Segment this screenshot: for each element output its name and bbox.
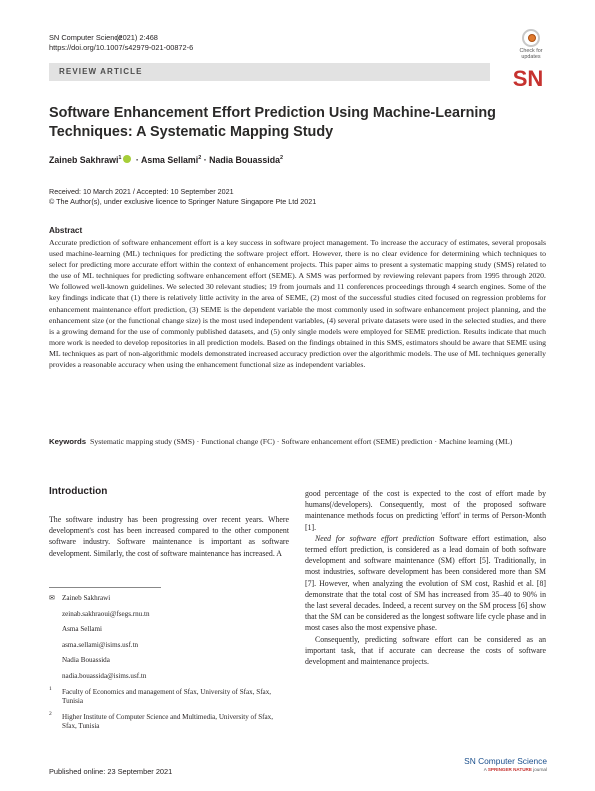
author-name[interactable]: Nadia Bouassida xyxy=(209,155,280,165)
author-name[interactable]: Zaineb Sakhrawi xyxy=(49,155,119,165)
author-contacts xyxy=(62,594,289,682)
introduction-heading: Introduction xyxy=(49,486,108,497)
author-list: Zaineb Sakhrawi$^1$ · Asma Sellami$^2$ · Nadia Bouassida$^2$ xyxy=(49,155,284,165)
keywords xyxy=(49,437,546,448)
affiliation-text: Faculty of Economics and management of Sfax, University of Sfax, Sfax, Tunisia xyxy=(62,687,272,706)
sn-logo-text: SN xyxy=(512,66,544,91)
author-affiliation-mark: 2 xyxy=(279,155,284,162)
check-updates-icon xyxy=(522,29,540,47)
copyright-line: © The Author(s), under exclusive licence to Springer Nature Singapore Pte Ltd 2021 xyxy=(49,197,317,206)
check-updates-line-2: updates xyxy=(521,54,541,60)
author-affiliation-mark: 1 xyxy=(118,155,122,162)
abstract-text: Accurate prediction of software enhancement effort is a key success in software project management. To increase the accuracy of estimates, several proposals used machine-learning (ML) techniques for predicting the software project effort. However, there is no clear evidence for determining which techniques to select for predicting more accurate effort within the context of enhancement projects. This paper aims to present a systematic mapping study (SMS) related to the use of ML techniques for predicting software enhancement effort (SEME). A SMS was performed by reviewing relevant papers from 1995 through 2020. We followed well-known guidelines. We selected 30 relevant studies; 19 from journals and 11 conferences proceedings through 4 search engines. Some of the key findings indicate that (1) there is relatively little activity in the area of SEME, (2) most of the successful studies cited focused on regression problems for enhancement maintenance effort prediction, (3) SEME is the dependent variable the most commonly used in software enhancement project planning, and the enhancement size (or the functional change size) is the most used independent variables, (4) several private datasets were used in the selected studies, and there is a growing demand for the use of commonly published datasets, and (5) only single models were employed for SEME prediction. Results indicate that much more work is needed to develop repositories in all prediction models. Based on the findings obtained in this SMS, estimators should be aware that SEME using ML techniques as part of non-algorithmic models demonstrated increased accuracy prediction over the algorithmic models. The use of ML techniques generally provides a reasonable accuracy when using the enhancement functional size as independent variables. xyxy=(49,238,546,370)
author-affiliation-mark: 2 xyxy=(198,155,202,162)
contact-name: Zaineb Sakhrawi xyxy=(62,594,111,602)
affiliation xyxy=(49,710,289,732)
intro-paragraph: The software industry has been progressing over recent years. Where development's cost has been increased compared to the other component software industry. Software maintenance is important as software development. Similarly, the cost of software maintenance has increased. A xyxy=(49,515,289,558)
abstract-heading: Abstract xyxy=(49,226,83,235)
footnotes xyxy=(49,594,289,732)
introduction-left-column xyxy=(49,514,289,559)
intro-paragraph: good percentage of the cost is expected to the cost of effort made by humans(/developers). Consequently, most of the proposed software maintenance methods focus on predicting 'effort' in terms of Person-Month [1]. xyxy=(305,489,546,532)
check-updates-line-1: Check for xyxy=(519,48,543,54)
publication-dates xyxy=(49,187,316,207)
keywords-label: Keywords xyxy=(49,437,87,446)
introduction-right-column xyxy=(305,488,546,667)
check-updates-badge[interactable] xyxy=(513,29,549,60)
brand-tagline xyxy=(453,767,547,772)
contact-entry xyxy=(62,594,289,619)
springer-nature-wordmark: SPRINGER NATURE xyxy=(487,767,532,772)
contact-email[interactable]: nadia.bouassida@isims.usf.tn xyxy=(62,671,147,680)
journal-name: SN Computer Science xyxy=(49,33,123,42)
contact-email[interactable]: zeinab.sakhraoui@fsegs.rnu.tn xyxy=(62,609,150,618)
contact-name: Nadia Bouassida xyxy=(62,656,110,665)
doi-link[interactable]: https://doi.org/10.1007/s42979-021-00872-6 xyxy=(49,43,194,52)
volume-article: (2021) 2:468 xyxy=(116,33,158,42)
affiliation xyxy=(49,685,289,707)
contact-name: Asma Sellami xyxy=(62,625,102,634)
contact-entry xyxy=(62,625,289,650)
brand-name: SN Computer Science xyxy=(464,756,547,766)
paragraph-body: Software effort estimation, also termed effort prediction, is considered as a lead domain of both software development and software maintenance (SM) effort [5]. Traditionally, in most industries, software development has been considered more than SM [7]. However, when analyzing the evolution of SM cost, Rashid et al. [8] demonstrate that the total cost of SM has increased from 35–40 to 90% in the last several decades. Indeed, a recent survey on the SM process [6] show that the SM can be considered as the longest software life cycle phase and in most cases also the most expensive phase. xyxy=(305,533,546,633)
article-title: Software Enhancement Effort Prediction Using Machine-Learning Techniques: A Systematic Mapping Study xyxy=(49,105,496,140)
brand-tagline-suffix: journal xyxy=(531,767,547,772)
journal-brand xyxy=(453,756,547,772)
sn-logo-icon xyxy=(510,63,546,93)
paragraph-lead: Need for software effort prediction xyxy=(315,533,435,543)
keywords-text: Systematic mapping study (SMS) · Functional change (FC) · Software enhancement effort (SEME) prediction · Machine learning (ML) xyxy=(90,437,513,446)
section-label: REVIEW ARTICLE xyxy=(59,67,143,76)
contact-email[interactable]: asma.sellami@isims.usf.tn xyxy=(62,640,139,649)
affiliation-number: 2 xyxy=(49,710,52,717)
envelope-icon: ✉ xyxy=(49,594,55,602)
contact-entry xyxy=(62,656,289,681)
orcid-icon[interactable] xyxy=(123,155,131,163)
affiliation-number: 1 xyxy=(49,685,52,692)
received-accepted: Received: 10 March 2021 / Accepted: 10 September 2021 xyxy=(49,187,234,196)
affiliation-text: Higher Institute of Computer Science and Multimedia, University of Sfax, Sfax, Tunisia xyxy=(62,712,273,731)
intro-paragraph xyxy=(305,533,546,634)
intro-paragraph: Consequently, predicting software effort can be considered as an important task, that if accurate can decrease the costs of software development and maintenance projects. xyxy=(305,634,546,667)
published-online: Published online: 23 September 2021 xyxy=(49,767,173,776)
author-name[interactable]: Asma Sellami xyxy=(140,155,199,165)
brand-tagline-prefix: A xyxy=(483,767,488,772)
footnote-divider xyxy=(49,587,161,588)
